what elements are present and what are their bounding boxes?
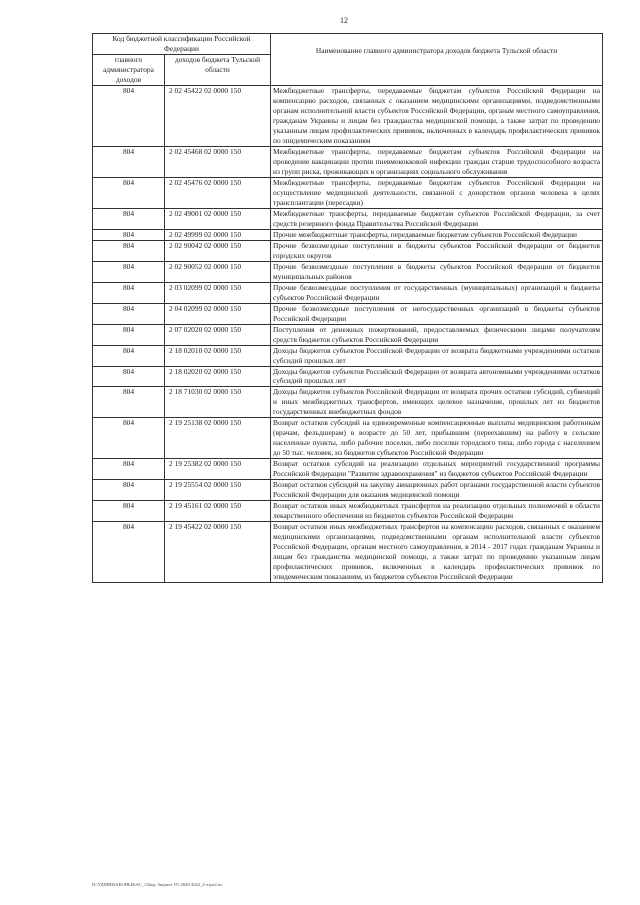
- admin-code-cell: 804: [93, 240, 165, 261]
- revenue-code-cell: 2 19 25382 02 0000 150: [165, 459, 271, 480]
- revenue-description-cell: Межбюджетные трансферты, передаваемые бюджетам субъектов Российской Федерации на компенсацию расходов, связанных с оказанием медицинскими организациями, подведомственными органам исполнительной власти субъектов Российской Федерации, органам местного самоуправления, гражданам Украины и лицам без гражданства медицинской помощи, а также затрат по проведению указанным лицам профилактических прививок, включенных в календарь профилактических прививок по эпидемическим показаниям: [271, 85, 603, 146]
- revenue-code-cell: 2 19 25554 02 0000 150: [165, 480, 271, 501]
- revenue-code-cell: 2 02 45422 02 0000 150: [165, 85, 271, 146]
- revenue-code-cell: 2 19 45422 02 0000 150: [165, 522, 271, 583]
- revenue-description-cell: Возврат остатков иных межбюджетных трансфертов на компенсацию расходов, связанных с оказанием медицинскими организациями, подведомственными органам исполнительной власти субъектов Российской Федерации, органам местного самоуправления, в 2014 - 2017 годах гражданам Украины и лицам без гражданства медицинской помощи, а также затрат по проведению указанным лицам профилактических прививок, включенных в календарь профилактических прививок по эпидемическим показаниям, из бюджетов субъектов Российской Федерации: [271, 522, 603, 583]
- code-group-header: Код бюджетной классификации Российской Федерации: [93, 34, 271, 55]
- table-row: [93, 208, 603, 229]
- revenue-description-cell: Доходы бюджетов субъектов Российской Федерации от возврата прочих остатков субсидий, субвенций и иных межбюджетных трансфертов, имеющих целевое назначение, прошлых лет из бюджетов государственных внебюджетных фондов: [271, 387, 603, 418]
- table-row: [93, 261, 603, 282]
- file-path-footer: D:\УДПВИЗАКОНЫ\БАС_1\Бюд. бюджет ТО 2020-2022_2-чтрз2.rtc: [92, 882, 223, 887]
- revenue-code-cell: 2 18 02020 02 0000 150: [165, 366, 271, 387]
- revenue-description-cell: Возврат остатков иных межбюджетных трансфертов на реализацию отдельных полномочий в области лекарственного обеспечения из бюджетов субъектов Российской Федерации: [271, 501, 603, 522]
- admin-code-cell: 804: [93, 459, 165, 480]
- budget-classification-table: [92, 33, 603, 583]
- table-row: [93, 387, 603, 418]
- revenue-description-cell: Прочие безвозмездные поступления от государственных (муниципальных) организаций в бюджеты субъектов Российской Федерации: [271, 282, 603, 303]
- name-column-header: Наименование главного администратора доходов бюджета Тульской области: [271, 34, 603, 86]
- table-row: [93, 418, 603, 459]
- table-row: [93, 501, 603, 522]
- revenue-description-cell: Доходы бюджетов субъектов Российской Федерации от возврата автономными учреждениями остатков субсидий прошлых лет: [271, 366, 603, 387]
- revenue-code-cell: 2 02 49999 02 0000 150: [165, 229, 271, 240]
- page-number: 12: [340, 16, 348, 25]
- table-row: [93, 522, 603, 583]
- revenue-description-cell: Прочие безвозмездные поступления в бюджеты субъектов Российской Федерации от бюджетов муниципальных районов: [271, 261, 603, 282]
- admin-code-cell: 804: [93, 261, 165, 282]
- admin-column-header: главного администратора доходов: [93, 54, 165, 85]
- revenue-description-cell: Поступления от денежных пожертвований, предоставляемых физическими лицами получателям средств бюджетов субъектов Российской Федерации: [271, 324, 603, 345]
- admin-code-cell: 804: [93, 387, 165, 418]
- revenue-code-cell: 2 19 45161 02 0000 150: [165, 501, 271, 522]
- revenue-code-cell: 2 07 02020 02 0000 150: [165, 324, 271, 345]
- revenue-description-cell: Прочие безвозмездные поступления от негосударственных организаций в бюджеты субъектов Российской Федерации: [271, 303, 603, 324]
- table-body: [93, 85, 603, 582]
- admin-code-cell: 804: [93, 324, 165, 345]
- revenue-code-cell: 2 18 71030 02 0000 150: [165, 387, 271, 418]
- revenue-code-cell: 2 02 90052 02 0000 150: [165, 261, 271, 282]
- revenue-description-cell: Межбюджетные трансферты, передаваемые бюджетам субъектов Российской Федерации на проведение вакцинации против пневмококковой инфекции граждан старше трудоспособного возраста из групп риска, проживающих в организациях социального обслуживания: [271, 146, 603, 177]
- admin-code-cell: 804: [93, 345, 165, 366]
- table-row: [93, 146, 603, 177]
- table-row: [93, 366, 603, 387]
- table-row: [93, 480, 603, 501]
- revenue-description-cell: Прочие межбюджетные трансферты, передаваемые бюджетам субъектов Российской Федерации: [271, 229, 603, 240]
- admin-code-cell: 804: [93, 282, 165, 303]
- revenue-code-cell: 2 02 45476 02 0000 150: [165, 177, 271, 208]
- table-row: [93, 282, 603, 303]
- revenue-description-cell: Возврат остатков субсидий на закупку авиационных работ органами государственной власти субъектов Российской Федерации для оказания медицинской помощи: [271, 480, 603, 501]
- admin-code-cell: 804: [93, 501, 165, 522]
- revenue-description-cell: Доходы бюджетов субъектов Российской Федерации от возврата бюджетными учреждениями остатков субсидий прошлых лет: [271, 345, 603, 366]
- admin-code-cell: 804: [93, 85, 165, 146]
- table-row: [93, 85, 603, 146]
- revenue-code-cell: 2 02 90042 02 0000 150: [165, 240, 271, 261]
- admin-code-cell: 804: [93, 303, 165, 324]
- table-row: [93, 324, 603, 345]
- table-row: [93, 459, 603, 480]
- revenue-code-cell: 2 19 25138 02 0000 150: [165, 418, 271, 459]
- revenue-code-cell: 2 02 49001 02 0000 150: [165, 208, 271, 229]
- admin-code-cell: 804: [93, 229, 165, 240]
- table-row: [93, 345, 603, 366]
- admin-code-cell: 804: [93, 177, 165, 208]
- admin-code-cell: 804: [93, 522, 165, 583]
- table-row: [93, 177, 603, 208]
- admin-code-cell: 804: [93, 146, 165, 177]
- revenue-description-cell: Прочие безвозмездные поступления в бюджеты субъектов Российской Федерации от бюджетов городских округов: [271, 240, 603, 261]
- revenue-code-cell: 2 03 02099 02 0000 150: [165, 282, 271, 303]
- table-row: [93, 303, 603, 324]
- admin-code-cell: 804: [93, 418, 165, 459]
- revenue-description-cell: Межбюджетные трансферты, передаваемые бюджетам субъектов Российской Федерации на осуществление медицинской деятельности, связанной с донорством органов человека в целях трансплантации (пересадки): [271, 177, 603, 208]
- revenue-code-cell: 2 02 45468 02 0000 150: [165, 146, 271, 177]
- table-row: [93, 229, 603, 240]
- admin-code-cell: 804: [93, 208, 165, 229]
- revenue-code-cell: 2 04 02099 02 0000 150: [165, 303, 271, 324]
- revenue-description-cell: Межбюджетные трансферты, передаваемые бюджетам субъектов Российской Федерации, за счет средств резервного фонда Правительства Российской Федерации: [271, 208, 603, 229]
- table-row: [93, 240, 603, 261]
- revenue-code-cell: 2 18 02010 02 0000 150: [165, 345, 271, 366]
- admin-code-cell: 804: [93, 480, 165, 501]
- admin-code-cell: 804: [93, 366, 165, 387]
- revenue-description-cell: Возврат остатков субсидий на единовременные компенсационные выплаты медицинским работникам (врачам, фельдшерам) в возрасте до 50 лет, прибывшим (переехавшим) на работу в сельские населенные пункты, либо рабочие поселки, либо поселки городского типа, либо города с населением до 50 тыс. человек, из бюджетов субъектов Российской Федерации: [271, 418, 603, 459]
- revenue-description-cell: Возврат остатков субсидий на реализацию отдельных мероприятий государственной программы Российской Федерации "Развитие здравоохранения" из бюджетов субъектов Российской Федерации: [271, 459, 603, 480]
- revenue-column-header: доходов бюджета Тульской области: [165, 54, 271, 85]
